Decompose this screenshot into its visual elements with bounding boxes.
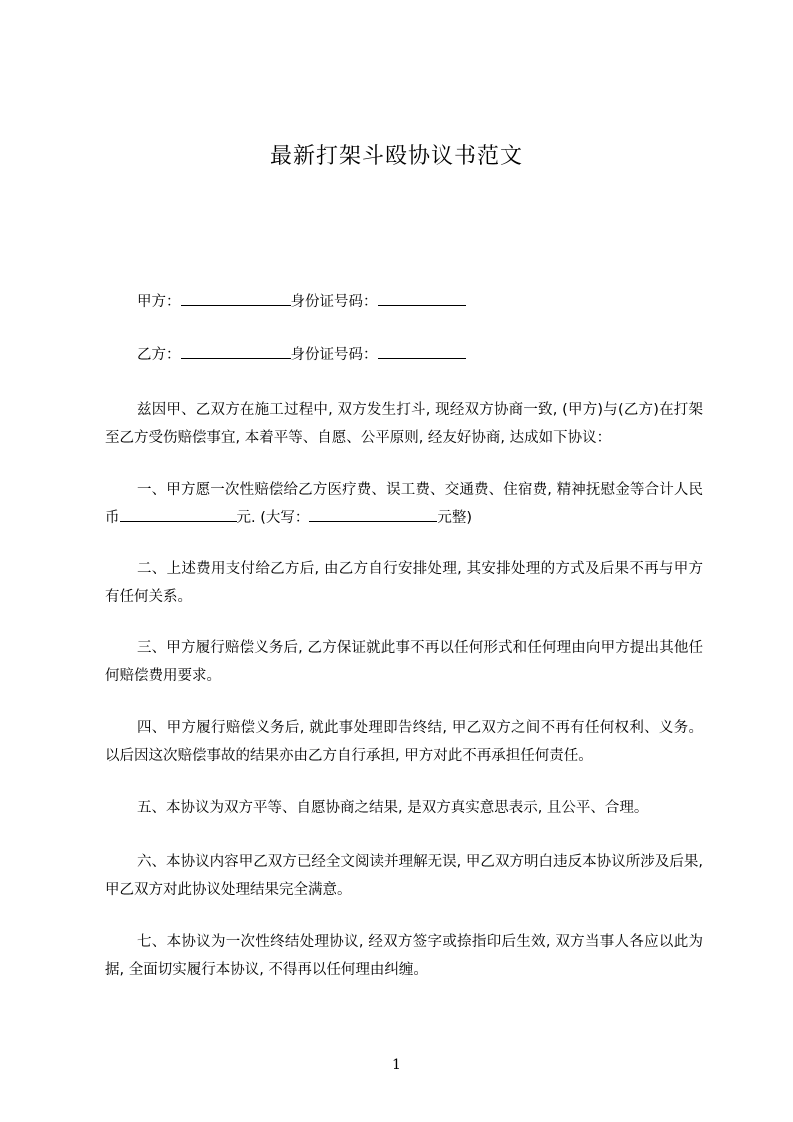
document-title: 最新打架斗殴协议书范文 xyxy=(269,144,523,169)
amount-upper-blank xyxy=(309,507,437,522)
party-b-name-blank xyxy=(181,344,291,359)
clause-6-paragraph: 六、本协议内容甲乙双方已经全文阅读并理解无误, 甲乙双方明白违反本协议所涉及后果, 甲乙双方对此协议处理结果完全满意。 xyxy=(105,854,703,898)
clause-1-mid: 元. (大写： xyxy=(236,510,310,526)
amount-blank xyxy=(120,507,237,522)
party-b-id-label: 身份证号码： xyxy=(290,347,378,363)
clause-1-paragraph xyxy=(105,476,703,532)
clause-5-paragraph: 五、本协议为双方平等、自愿协商之结果, 是双方真实意思表示, 且公平、合理。 xyxy=(137,800,649,816)
clause-3-paragraph: 三、甲方履行赔偿义务后, 乙方保证就此事不再以任何形式和任何理由向甲方提出其他任何赔偿费用要求。 xyxy=(105,640,703,684)
clause-7-paragraph: 七、本协议为一次性终结处理协议, 经双方签字或捺指印后生效, 双方当事人各应以此为据, 全面切实履行本协议, 不得再以任何理由纠缠。 xyxy=(105,934,703,978)
party-b-line xyxy=(137,344,466,365)
clause-1-prefix: 一、甲方愿一次性赔偿给乙方医疗费、误工费、交通费、住宿费, 精神抚慰金等合计人民币 xyxy=(105,482,703,526)
party-a-line xyxy=(137,291,466,312)
clause-1-suffix: 元整) xyxy=(437,510,473,526)
party-b-id-blank xyxy=(378,344,466,359)
intro-paragraph: 兹因甲、乙双方在施工过程中, 双方发生打斗, 现经双方协商一致, (甲方)与(乙方)在打架至乙方受伤赔偿事宜, 本着平等、自愿、公平原则, 经友好协商, 达成如下协议： xyxy=(105,402,703,446)
party-a-id-blank xyxy=(378,291,466,306)
party-b-label: 乙方： xyxy=(137,347,181,363)
clause-2-paragraph: 二、上述费用支付给乙方后, 由乙方自行安排处理, 其安排处理的方式及后果不再与甲方有任何关系。 xyxy=(105,561,703,605)
party-a-id-label: 身份证号码： xyxy=(290,294,378,310)
party-a-label: 甲方： xyxy=(137,294,181,310)
clause-4-paragraph: 四、甲方履行赔偿义务后, 就此事处理即告终结, 甲乙双方之间不再有任何权利、义务。以后因这次赔偿事故的结果亦由乙方自行承担, 甲方对此不再承担任何责任。 xyxy=(105,720,703,764)
page-number: 1 xyxy=(392,1057,401,1073)
party-a-name-blank xyxy=(181,291,291,306)
